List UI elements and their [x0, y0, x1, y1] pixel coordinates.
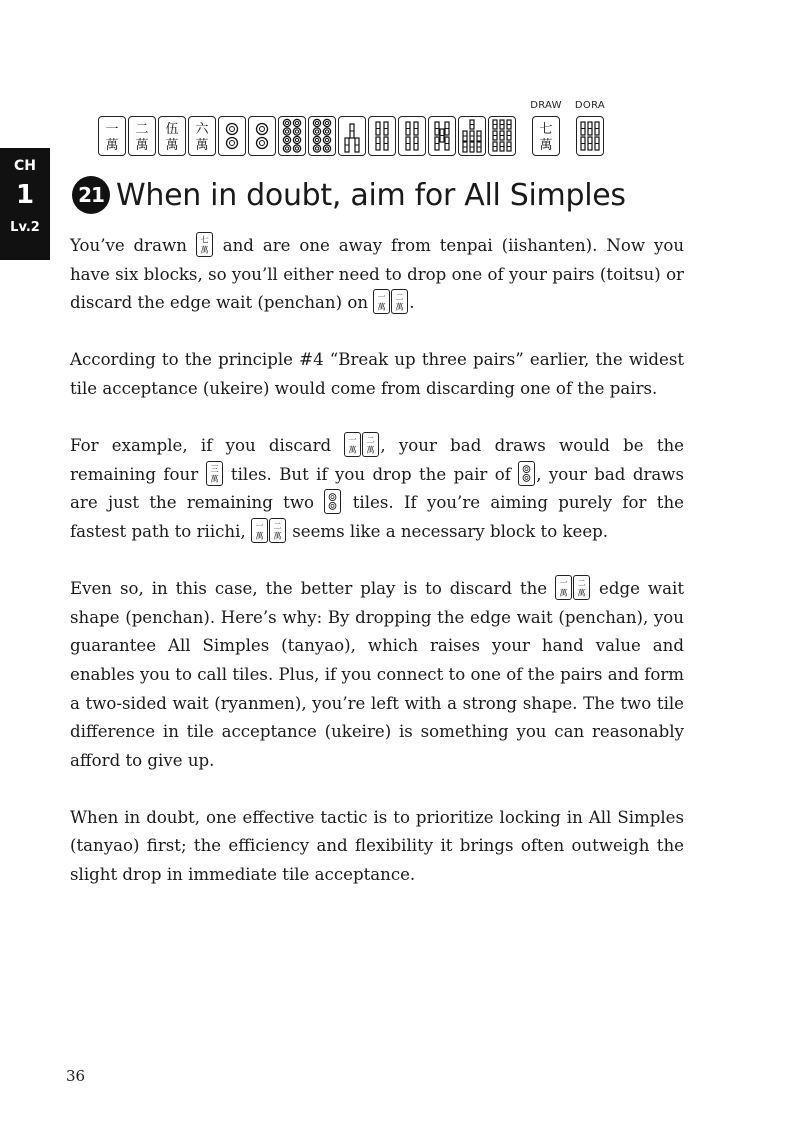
paragraph [70, 232, 684, 318]
svg-text:一: 一 [377, 291, 386, 302]
hand-tile-sou-5 [428, 116, 456, 156]
svg-text:一: 一 [559, 577, 568, 588]
hand-tile-man-2 [128, 116, 156, 156]
inline-tile-man-2 [391, 289, 408, 314]
hand-tile-man-1 [98, 116, 126, 156]
hand-tile-pin-8 [278, 116, 306, 156]
svg-text:萬: 萬 [165, 138, 179, 153]
inline-tile-man-1 [373, 289, 390, 314]
svg-text:一: 一 [255, 520, 264, 531]
svg-text:萬: 萬 [577, 587, 586, 598]
paragraph-text: tiles. If you’re aiming purely for the fastest path to riichi, [70, 493, 684, 541]
inline-tile-man-1 [555, 575, 572, 600]
hand-tile-man-6 [188, 116, 216, 156]
hand-tile-pin-2 [218, 116, 246, 156]
svg-text:萬: 萬 [135, 138, 149, 153]
inline-tile-man-2 [269, 518, 286, 543]
hand-tile-sou-4 [398, 116, 426, 156]
svg-text:二: 二 [366, 434, 375, 445]
hand-tile-pin-2 [248, 116, 276, 156]
inline-tile-man-2 [573, 575, 590, 600]
svg-text:萬: 萬 [348, 444, 357, 455]
paragraph [70, 804, 684, 890]
svg-text:萬: 萬 [539, 138, 553, 153]
paragraph-text: , your bad draws would be the remaining four [70, 436, 684, 484]
paragraph-text: edge wait shape (penchan). Here’s why: By dropping the edge wait (penchan), you guarantee All Simples (tanyao), which raises your hand value and enables you to call tiles. Plus, if you connect to one of the pairs and form a two-sided wait (ryanmen), you’re left with a strong shape. The two tile difference in tile acceptance (ukeire) is something you can reasonably afford to give up. [70, 579, 684, 770]
dora-tile [574, 100, 606, 156]
paragraph [70, 346, 684, 403]
article-header [72, 176, 626, 214]
paragraph-text: Even so, in this case, the better play is to discard the [70, 579, 556, 599]
page-number: 36 [66, 1067, 86, 1085]
paragraph-text: According to the principle #4 “Break up three pairs” earlier, the widest tile acceptance (ukeire) would come from discarding one of the pairs. [70, 350, 684, 398]
svg-text:二: 二 [577, 577, 586, 588]
svg-text:七: 七 [539, 122, 553, 137]
chapter-tab [0, 148, 50, 260]
inline-tile-pin-2 [518, 461, 535, 486]
chapter-level: Lv.2 [10, 220, 40, 235]
paragraph [70, 432, 684, 546]
paragraph [70, 575, 684, 775]
paragraph-text: You’ve drawn [70, 236, 196, 255]
svg-text:萬: 萬 [195, 138, 209, 153]
svg-text:伍: 伍 [165, 122, 179, 137]
inline-tile-man-7 [196, 232, 213, 257]
chapter-label: CH [14, 158, 36, 174]
hand-tile-man-5 [158, 116, 186, 156]
paragraph-text: When in doubt, one effective tactic is to prioritize locking in All Simples (tanyao) first; the efficiency and flexibility it brings often outweigh the slight drop in immediate tile acceptance. [70, 807, 684, 885]
svg-text:萬: 萬 [366, 444, 375, 455]
inline-tile-man-3 [206, 461, 223, 486]
chapter-number: 1 [15, 180, 35, 210]
article-number-badge: 21 [72, 176, 110, 214]
hand-tile-sou-4 [368, 116, 396, 156]
svg-text:二: 二 [395, 291, 404, 302]
paragraph-text: tiles. But if you drop the pair of [223, 464, 519, 484]
hand-tile-sou-7 [458, 116, 486, 156]
paragraph-text: seems like a necessary block to keep. [286, 521, 609, 541]
svg-text:萬: 萬 [395, 301, 404, 312]
svg-text:三: 三 [209, 463, 219, 474]
svg-text:一: 一 [105, 122, 119, 137]
paragraph-text: . [409, 293, 415, 313]
svg-text:二: 二 [273, 520, 282, 531]
svg-text:六: 六 [195, 122, 209, 137]
svg-text:一: 一 [348, 434, 357, 445]
svg-text:萬: 萬 [209, 473, 219, 484]
svg-text:二: 二 [135, 122, 149, 137]
draw-tile [530, 100, 562, 156]
svg-text:萬: 萬 [255, 530, 264, 541]
paragraph-text: For example, if you discard [70, 436, 345, 456]
inline-tile-man-2 [362, 432, 379, 457]
svg-text:萬: 萬 [200, 244, 209, 255]
article-title: When in doubt, aim for All Simples [116, 177, 626, 213]
svg-text:七: 七 [200, 234, 209, 245]
inline-tile-man-1 [251, 518, 268, 543]
inline-tile-man-1 [344, 432, 361, 457]
dora-tile-label: DORA [574, 100, 606, 111]
inline-tile-pin-2 [324, 489, 341, 514]
paragraph-text: , your bad draws are just the remaining two [70, 464, 684, 513]
svg-text:萬: 萬 [105, 138, 119, 153]
article-body [70, 232, 684, 918]
hand-tile-sou-3 [338, 116, 366, 156]
hand-tile-sou-9 [488, 116, 516, 156]
paragraph-text: and are one away from tenpai (iishanten). Now you have six blocks, so you’ll either need to drop one of your pairs (toitsu) or discard the edge wait (penchan) on [70, 236, 685, 313]
draw-tile-label: DRAW [530, 100, 562, 111]
svg-text:萬: 萬 [273, 530, 282, 541]
hand-tiles [98, 100, 606, 156]
hand-tile-pin-8 [308, 116, 336, 156]
svg-text:萬: 萬 [377, 301, 386, 312]
svg-text:萬: 萬 [559, 587, 568, 598]
